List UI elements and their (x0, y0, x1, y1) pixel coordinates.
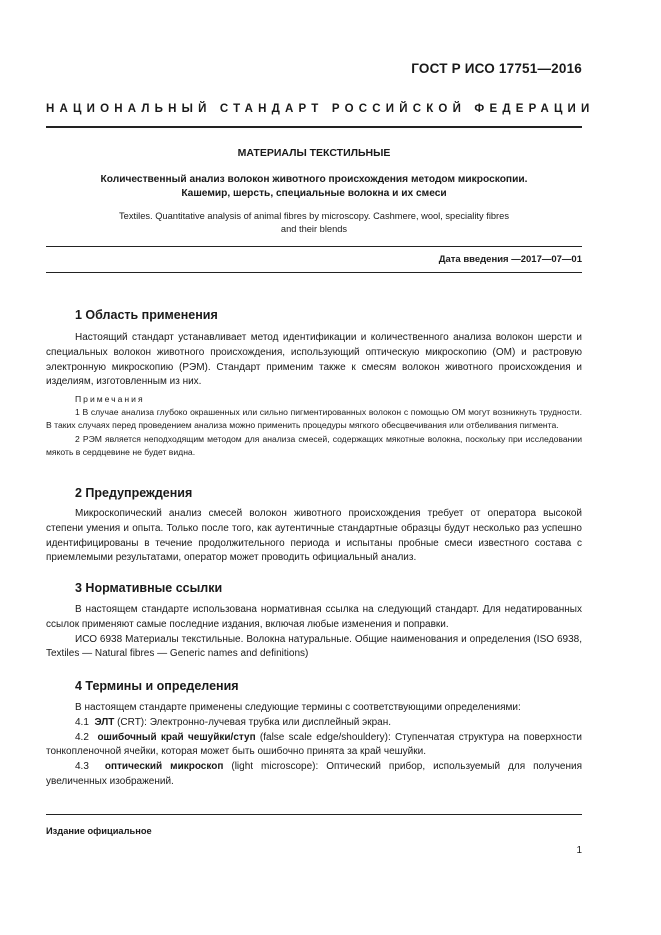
term-4-3 (46, 760, 582, 790)
page-number: 1 (576, 845, 582, 856)
note-1: 1 В случае анализа глубоко окрашенных или сильно пигментированных волокон с помощью ОМ могут возникнуть трудности. В таких случаях перед проведением анализа можно применить процедуры мягкого обесцвечивания или отбеливания пигмента. (46, 407, 582, 431)
section-heading-terms: 4 Термины и определения (75, 679, 239, 693)
term-definition: (CRT): Электронно-лучевая трубка или дисплейный экран. (114, 716, 392, 728)
standard-code: ГОСТ Р ИСО 17751—2016 (411, 61, 582, 76)
section-warnings-text (46, 507, 582, 566)
notes-heading: Примечания (75, 394, 145, 404)
paragraph: В настоящем стандарте применены следующие термины с соответствующими определениями: (75, 702, 521, 713)
term-definition: (light microscope): Оптический прибор, используемый для получения увеличенных изображений. (46, 761, 582, 787)
official-edition-label: Издание официальное (46, 826, 152, 836)
footer-rule (46, 814, 582, 815)
subtitle-line-2: Кашемир, шерсть, специальные волокна и их смеси (181, 188, 447, 199)
paragraph: Микроскопический анализ смесей волокон животного происхождения требует от оператора высокой степени умения и опыта. Только после того, как аутентичные стандартные образцы будут несколько раз успешно идентифицированы в течение продолжительного периода и испытаны пробные смеси известного состава с приемлемыми результатами, оператор может проводить официальный анализ. (46, 508, 582, 564)
term-name: ЭЛТ (94, 716, 115, 728)
section-references-text (46, 603, 582, 662)
subtitle-line-1: Количественный анализ волокон животного происхождения методом микроскопии. (100, 174, 528, 185)
term-4-1 (46, 716, 582, 731)
introduction-date: Дата введения —2017—07—01 (438, 254, 582, 265)
term-name: оптический микроскоп (104, 761, 224, 773)
term-4-2 (46, 731, 582, 761)
national-standard-title: НАЦИОНАЛЬНЫЙ СТАНДАРТ РОССИЙСКОЙ ФЕДЕРАЦИИ (46, 103, 595, 115)
paragraph: Настоящий стандарт устанавливает метод идентификации и количественного анализа волокон шерсти и специальных волокон животного происхождения, использующий оптическую микроскопию (ОМ) и растровую электронную микроскопию (РЭМ). Стандарт применим также к смесям волокон животного происхождения и изделиям, изготовленным из них. (46, 332, 582, 388)
section-heading-references: 3 Нормативные ссылки (75, 581, 223, 595)
section-terms-text (46, 701, 582, 790)
term-name: ошибочный край чешуйки/ступ (97, 731, 256, 743)
section-heading-warnings: 2 Предупреждения (75, 486, 193, 500)
english-title-line-1: Textiles. Quantitative analysis of animal fibres by microscopy. Cashmere, wool, speciality fibres (119, 211, 509, 221)
section-scope-notes (46, 393, 582, 459)
paragraph: В настоящем стандарте использована нормативная ссылка на следующий стандарт. Для недатированных ссылок применяют самые последние издания, включая любые изменения и поправки. (46, 604, 582, 630)
term-number: 4.2 (75, 731, 89, 743)
document-title: МАТЕРИАЛЫ ТЕКСТИЛЬНЫЕ (237, 147, 391, 159)
section-scope-text (46, 331, 582, 390)
english-title-line-2: and their blends (280, 224, 348, 234)
date-rule (46, 272, 582, 273)
term-definition: (false scale edge/shouldery): Ступенчатая структура на поверхности тонкопленочной ячейки, которая может быть ошибочно принята за край чешуйки. (46, 731, 582, 758)
term-number: 4.3 (75, 761, 89, 773)
section-heading-scope: 1 Область применения (75, 308, 218, 322)
english-title (46, 210, 582, 236)
term-number: 4.1 (75, 716, 89, 728)
document-subtitle (46, 173, 582, 201)
paragraph: ИСО 6938 Материалы текстильные. Волокна натуральные. Общие наименования и определения (ISO 6938, Textiles — Natural fibres — Generic names and definitions) (46, 633, 582, 660)
note-2: 2 РЭМ является неподходящим методом для анализа смесей, содержащих мякотные волокна, поскольку при исследовании мякоть в сердцевине не будет видна. (46, 433, 582, 457)
title-rule (46, 246, 582, 247)
header-rule (46, 126, 582, 128)
